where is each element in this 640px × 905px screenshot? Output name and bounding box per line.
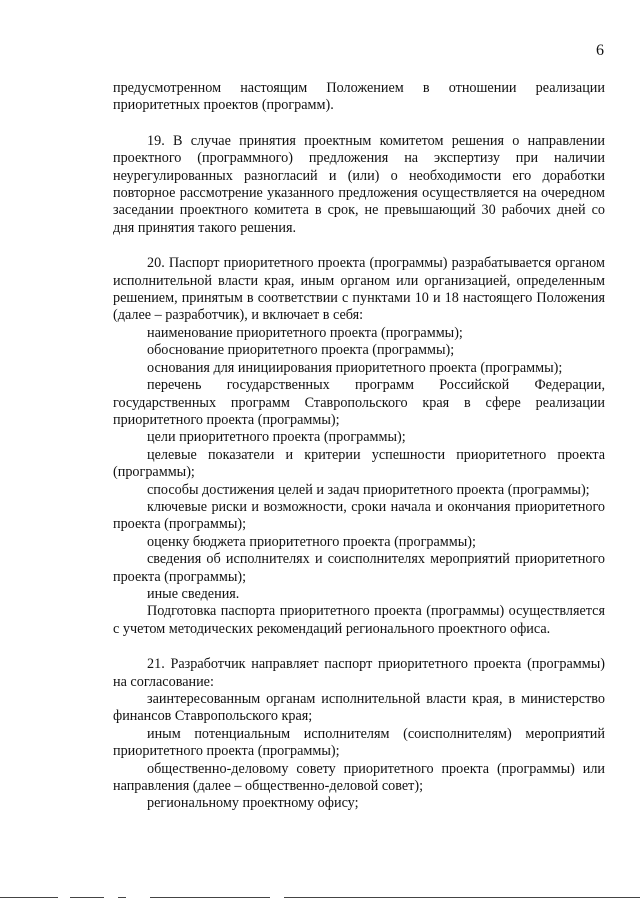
list-item: обоснование приоритетного проекта (программы); [147,342,455,359]
paragraph-19: 19. В случае принятия проектным комитетом решения о направлении проектного (программного) предложения на экспертизу при наличии неурегулированных разногласий и (или) о необходимости его доработки повторное рассмотрение указанного предложения осуществляется на очередном заседании проектного комитета в срок, не превышающий 30 рабочих дней со дня принятия такого решения. [113,132,605,236]
list-item: общественно-деловому совету приоритетного проекта (программы) или направления (далее – общественно-деловой совет); [113,760,605,795]
list-item: способы достижения целей и задач приоритетного проекта (программы); [147,481,590,498]
document-body [113,80,605,813]
list-item: основания для инициирования приоритетного проекта (программы); [147,359,563,376]
list-item: цели приоритетного проекта (программы); [147,429,406,446]
list-item: иные сведения. [147,585,240,602]
list-item: перечень государственных программ Российской Федерации, государственных программ Ставропольского края в сфере реализации приоритетного проекта (программы); [113,377,605,428]
list-item: целевые показатели и критерии успешности приоритетного проекта (программы); [113,446,605,481]
list-item: ключевые риски и возможности, сроки начала и окончания приоритетного проекта (программы); [113,498,605,533]
paragraph-20: 20. Паспорт приоритетного проекта (программы) разрабатывается органом исполнительной власти края, иным органом или организацией, определенным решением, принятым в соответствии с пунктами 10 и 18 настоящего Положения (далее – разработчик), и включает в себя: [113,255,605,324]
list-item: наименование приоритетного проекта (программы); [147,324,463,341]
list-item: иным потенциальным исполнителям (соисполнителям) мероприятий приоритетного проекта (программы); [113,725,605,760]
list-item: оценку бюджета приоритетного проекта (программы); [147,533,476,550]
paragraph-passport-preparation: Подготовка паспорта приоритетного проекта (программы) осуществляется с учетом методических рекомендаций регионального проектного офиса. [113,603,605,637]
list-item: сведения об исполнителях и соисполнителях мероприятий приоритетного проекта (программы); [113,551,605,585]
paragraph-21: 21. Разработчик направляет паспорт приоритетного проекта (программы) на согласование: [113,656,605,690]
paragraph-continuation: предусмотренном настоящим Положением в отношении реализации приоритетных проектов (программ). [113,80,605,114]
list-item: региональному проектному офису; [147,795,359,812]
scan-edge-lines [0,897,640,901]
list-item: заинтересованным органам исполнительной власти края, в министерство финансов Ставропольского края; [113,691,605,725]
page-number: 6 [596,42,604,59]
